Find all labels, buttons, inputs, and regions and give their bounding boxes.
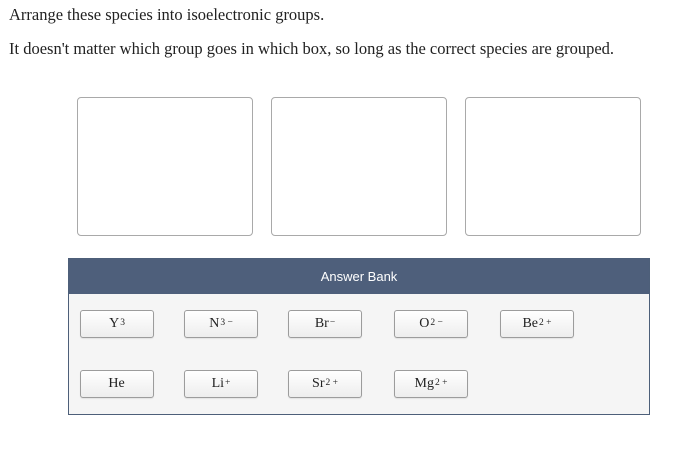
chip-base: Sr xyxy=(312,376,325,391)
chip-mg2-plus[interactable] xyxy=(394,370,468,398)
chip-sr2-plus[interactable] xyxy=(288,370,362,398)
chip-base: Y xyxy=(109,316,120,331)
chip-base: O xyxy=(419,316,430,331)
chip-base: Mg xyxy=(414,376,434,391)
chip-base: He xyxy=(108,376,125,391)
chip-charge: + xyxy=(225,378,231,388)
instruction-line-2: It doesn't matter which group goes in which box, so long as the correct species are grouped. xyxy=(9,39,615,58)
chip-charge: 2 + xyxy=(434,378,448,388)
chip-he[interactable] xyxy=(80,370,154,398)
chip-charge: 2 − xyxy=(430,318,443,328)
chip-base: Br xyxy=(314,316,329,331)
answer-bank xyxy=(68,258,650,415)
chip-o2-minus[interactable] xyxy=(394,310,468,338)
drop-box-1[interactable] xyxy=(77,97,253,236)
chip-charge: 2 + xyxy=(539,318,552,328)
chip-base: Li xyxy=(211,376,225,391)
chip-y3[interactable] xyxy=(80,310,154,338)
chip-li-plus[interactable] xyxy=(184,370,258,398)
instruction-line-1: Arrange these species into isoelectronic groups. xyxy=(9,5,325,24)
chip-charge: − xyxy=(329,318,336,328)
chip-br-minus[interactable] xyxy=(288,310,362,338)
chip-n3-minus[interactable] xyxy=(184,310,258,338)
chip-charge: 2 + xyxy=(325,378,338,388)
answer-bank-header: Answer Bank xyxy=(69,259,649,294)
drop-box-2[interactable] xyxy=(271,97,447,236)
chip-be2-plus[interactable] xyxy=(500,310,574,338)
chip-charge: 3 − xyxy=(220,318,233,328)
chip-charge: 3 xyxy=(120,318,125,328)
chip-base: N xyxy=(209,316,220,331)
drop-box-3[interactable] xyxy=(465,97,641,236)
chip-base: Be xyxy=(522,316,539,331)
